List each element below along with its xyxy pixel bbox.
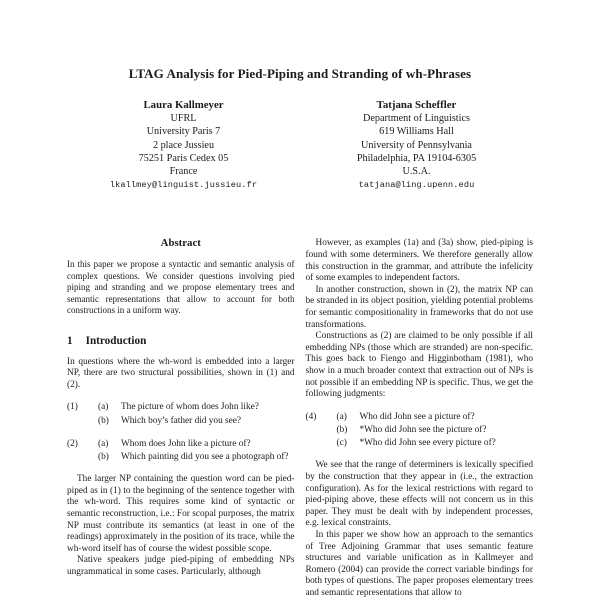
author-block-kallmeyer [67,99,300,192]
example-item-label: (b) [98,451,109,462]
example-item-label: (a) [98,402,109,413]
paragraph: In another construction, shown in (2), the matrix NP can be stranded in its object position, yielding potential problems for semantic compositionality in frameworks that do not use transformations. [305,284,533,330]
author-affiliation-line: France [169,166,198,178]
example-items [98,401,295,427]
example-item [98,451,295,464]
author-blocks [67,99,533,192]
abstract-heading: Abstract [160,238,201,250]
paragraph: In questions where the wh-word is embedded into a larger NP, there are two structural possibilities, shown in (1) and (2). [67,356,295,390]
two-column-body [67,238,533,600]
example-number: (4) [305,411,317,422]
example-item-text: Which boy’s father did you see? [121,415,242,426]
example-item-label: (c) [336,438,347,449]
author-name: Tatjana Scheffler [376,99,457,111]
author-affiliation-line: Philadelphia, PA 19104-6305 [356,152,477,164]
author-affiliation-line: 75251 Paris Cedex 05 [138,152,229,164]
example-number: (1) [67,402,78,413]
left-column [67,238,295,600]
paragraph: The larger NP containing the question word can be pied-piped as in (1) to the beginning of the sentence together with the wh-word. This requires some kind of syntactic or semantic reconstruction, i.e.: For scopal purposes, the matrix NP must contribute its semantics (at least in one of the readings) approximately in the position of its trace, while the wh-word itself has of course the widest possible scope. [67,474,295,554]
author-affiliation-line: 2 place Jussieu [152,139,215,151]
example-item-label: (a) [98,438,109,449]
example-item-label: (a) [336,411,347,422]
example-1 [67,401,295,427]
example-items [337,411,534,451]
example-4 [306,411,534,451]
example-2 [67,438,295,464]
abstract-text: In this paper we propose a syntactic and semantic analysis of complex questions. We consider questions involving pied piping and stranding and we propose elementary trees and semantic representations that allow to account for both constructions in a uniform way. [67,259,295,316]
example-item [98,415,295,428]
example-item [337,437,534,450]
example-item-text: Who did John see a picture of? [359,411,475,422]
author-affiliation-line: Department of Linguistics [363,113,470,125]
example-items [98,438,295,464]
author-block-scheffler [300,99,533,192]
example-item [98,438,295,451]
example-item-text: *Who did John see every picture of? [359,438,496,449]
author-affiliation-line: UFRL [170,113,197,125]
author-email: lkallmey@linguist.jussieu.fr [109,180,258,191]
author-name: Laura Kallmeyer [143,99,224,111]
paragraph: Native speakers judge pied-piping of embedding NPs ungrammatical in some cases. Particularly, although [67,555,295,577]
example-number: (2) [67,438,78,449]
author-affiliation-line: University Paris 7 [146,126,221,138]
example-item [337,411,534,424]
example-item [98,401,295,414]
right-column [306,238,534,600]
example-item [337,424,534,437]
paragraph: Constructions as (2) are claimed to be only possible if all embedding NPs (those which are stranded) are non-specific. This goes back to Fiengo and Higginbotham (1981), who show in a much broader context that extraction out of NPs is not possible if an embedding NP is specific. Thus, we get the following judgments: [305,331,533,400]
example-item-text: *Who did John see the picture of? [359,424,487,435]
author-affiliation-line: U.S.A. [402,166,431,178]
example-item-label: (b) [98,415,109,426]
page-content [67,0,533,600]
section-number: 1 [67,334,73,347]
paragraph: In this paper we show how an approach to the semantics of Tree Adjoining Grammar that uses semantic feature structures and variable unification as in Kallmeyer and Romero (2004) can provide the correct variable bindings for both types of questions. The paper proposes elementary trees and semantic representations that allow to [305,529,533,598]
author-email: tatjana@ling.upenn.edu [358,180,475,191]
example-item-text: Whom does John like a picture of? [121,438,251,449]
paper-title: LTAG Analysis for Pied-Piping and Stranding of wh-Phrases [128,66,472,81]
example-item-text: The picture of whom does John like? [121,402,259,413]
example-item-text: Which painting did you see a photograph of? [121,451,289,462]
section-heading-introduction [67,336,295,348]
section-title: Introduction [85,334,147,347]
paragraph: We see that the range of determiners is lexically specified by the construction that they appear in (i.e., the extraction configuration). As for the lexical restrictions with regard to pied-piping above, these effects will not concern us in this paper. They must be dealt with by independent processes, e.g. lexical constraints. [305,460,533,529]
example-item-label: (b) [336,424,348,435]
author-affiliation-line: 619 Williams Hall [379,126,454,138]
paragraph: However, as examples (1a) and (3a) show, pied-piping is found with some determiners. We therefore generally allow this construction in the grammar, and attribute the infelicity of some examples to independent factors. [305,238,533,284]
author-affiliation-line: University of Pennsylvania [361,139,472,151]
